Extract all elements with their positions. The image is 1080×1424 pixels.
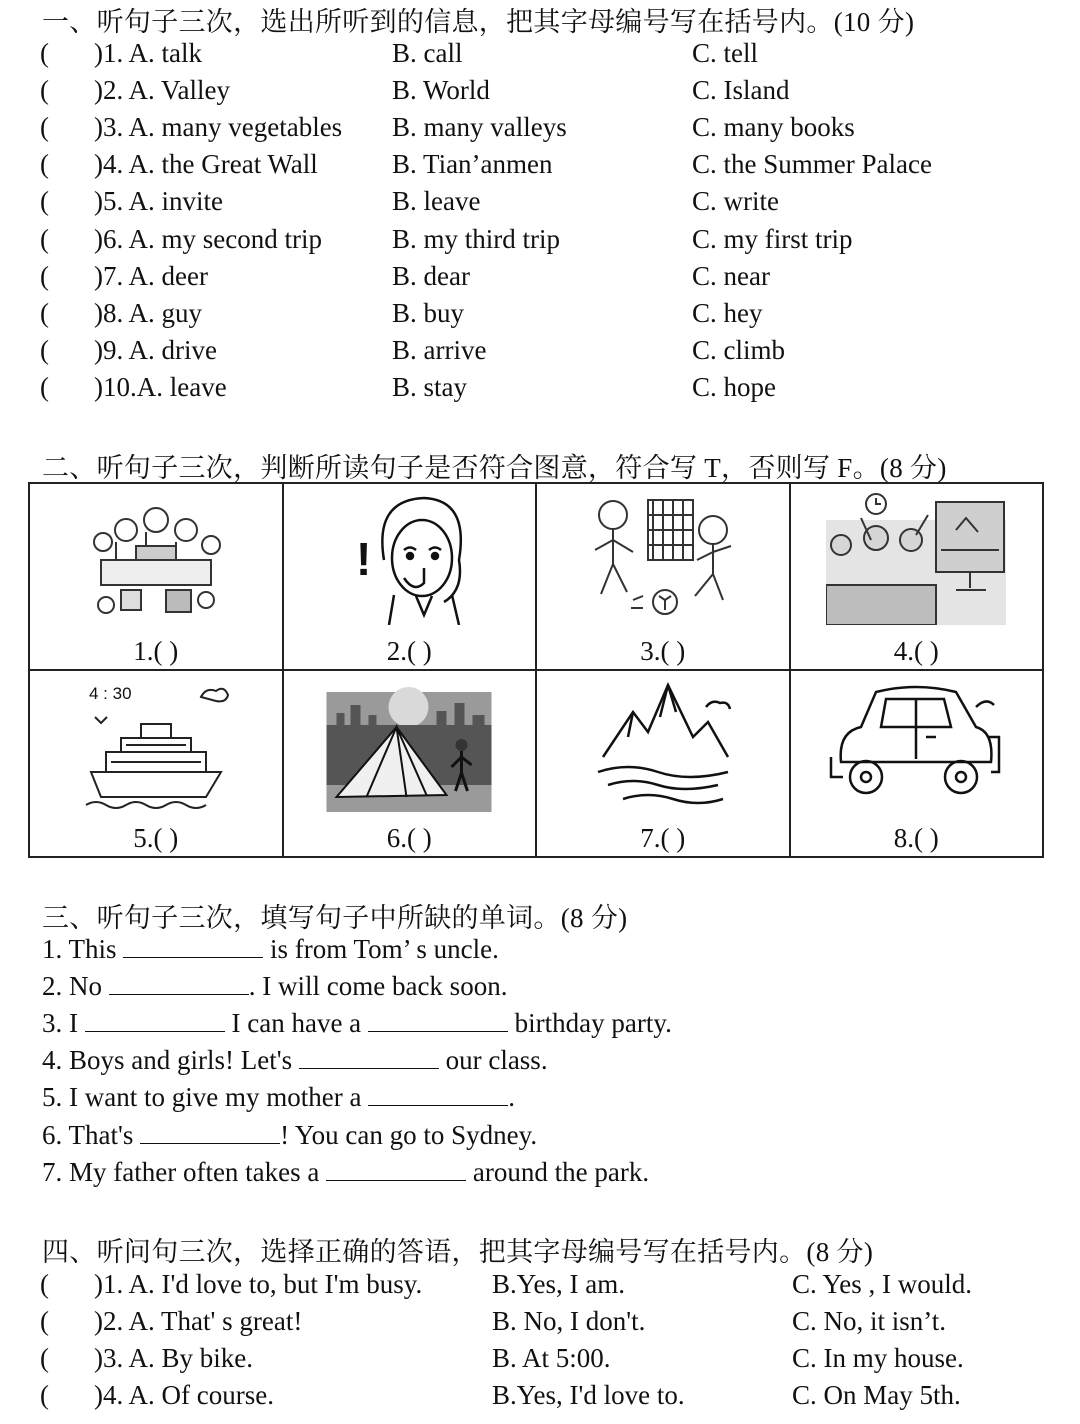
kids-playing-football-illustration: [573, 490, 753, 625]
fill-blank-line: 5. I want to give my mother a .: [42, 1082, 515, 1112]
answer-bracket[interactable]: (: [40, 1306, 49, 1336]
answer-bracket[interactable]: (: [40, 1380, 49, 1410]
answer-caption[interactable]: 8.( ): [893, 823, 939, 853]
section3-heading: 三、听句子三次，填写句子中所缺的单词。(8 分): [42, 903, 628, 933]
option-c: C. Yes , I would.: [792, 1269, 973, 1299]
blank-input[interactable]: [85, 1009, 225, 1032]
option-b: B. my third trip: [392, 224, 560, 254]
picture-cell-1: [29, 483, 283, 670]
option-a: )2. A. Valley: [94, 75, 230, 105]
option-b: B. many valleys: [392, 112, 567, 142]
answer-bracket[interactable]: (: [40, 75, 49, 105]
picture-cell-7: [536, 670, 790, 857]
question-row: [40, 38, 1040, 74]
section2-heading: 二、听句子三次，判断所读句子是否符合图意，符合写 T，否则写 F。(8 分): [42, 453, 947, 483]
option-c: C. many books: [692, 112, 855, 142]
question-row: [40, 112, 1040, 148]
option-b: B. buy: [392, 298, 465, 328]
answer-caption[interactable]: 1.( ): [133, 636, 179, 666]
option-b: B. Tian’anmen: [392, 149, 553, 179]
option-a: )7. A. deer: [94, 261, 208, 291]
option-a: )2. A. That' s great!: [94, 1306, 303, 1336]
picture-cell-5: [29, 670, 283, 857]
answer-bracket[interactable]: (: [40, 186, 49, 216]
surprised-girl-illustration: [334, 490, 484, 625]
question-row: [40, 224, 1040, 260]
picture-grid: [28, 482, 1044, 858]
answer-bracket[interactable]: (: [40, 112, 49, 142]
mountains-river-illustration: [588, 677, 738, 812]
fill-blank-line: 3. I I can have a birthday party.: [42, 1008, 672, 1038]
birthday-party-illustration: [81, 490, 231, 625]
option-c: C. tell: [692, 38, 758, 68]
option-c: C. my first trip: [692, 224, 853, 254]
car-illustration: [826, 677, 1006, 812]
question-row: [40, 261, 1040, 297]
answer-caption[interactable]: 3.( ): [640, 636, 686, 666]
blank-input[interactable]: [326, 1158, 466, 1181]
option-b: B.Yes, I'd love to.: [492, 1380, 685, 1410]
fill-blank-line: 2. No . I will come back soon.: [42, 971, 508, 1001]
option-a: )9. A. drive: [94, 335, 217, 365]
question-row: [40, 186, 1040, 222]
option-c: C. No, it isn’t.: [792, 1306, 947, 1336]
answer-caption[interactable]: 4.( ): [893, 636, 939, 666]
blank-input[interactable]: [368, 1083, 508, 1106]
answer-bracket[interactable]: (: [40, 1343, 49, 1373]
answer-caption[interactable]: 7.( ): [640, 823, 686, 853]
question-row: [40, 372, 1040, 408]
question-row: [40, 1380, 1040, 1416]
answer-bracket[interactable]: (: [40, 149, 49, 179]
section4-heading: 四、听问句三次，选择正确的答语，把其字母编号写在括号内。(8 分): [42, 1237, 874, 1267]
option-a: )1. A. talk: [94, 38, 202, 68]
answer-bracket[interactable]: (: [40, 298, 49, 328]
question-row: [40, 1269, 1040, 1305]
svg-text:!: !: [356, 533, 372, 585]
option-b: B. At 5:00.: [492, 1343, 611, 1373]
option-a: )3. A. By bike.: [94, 1343, 253, 1373]
option-c: C. write: [692, 186, 779, 216]
option-c: C. hey: [692, 298, 763, 328]
blank-input[interactable]: [123, 935, 263, 958]
option-c: C. On May 5th.: [792, 1380, 961, 1410]
option-a: )6. A. my second trip: [94, 224, 322, 254]
answer-bracket[interactable]: (: [40, 335, 49, 365]
option-c: C. In my house.: [792, 1343, 964, 1373]
cruise-ship-illustration: [81, 677, 231, 812]
clock-time-label: 4 : 30: [88, 684, 132, 703]
option-c: C. the Summer Palace: [692, 149, 932, 179]
option-b: B.Yes, I am.: [492, 1269, 626, 1299]
option-b: B. stay: [392, 372, 468, 402]
option-b: B. World: [392, 75, 490, 105]
picture-cell-4: [790, 483, 1044, 670]
answer-bracket[interactable]: (: [40, 261, 49, 291]
fill-blank-line: 6. That's ! You can go to Sydney.: [42, 1120, 538, 1150]
question-row: [40, 335, 1040, 371]
option-c: C. Island: [692, 75, 790, 105]
question-row: [40, 298, 1040, 334]
blank-input[interactable]: [299, 1046, 439, 1069]
answer-bracket[interactable]: (: [40, 224, 49, 254]
picture-cell-6: [283, 670, 537, 857]
answer-bracket[interactable]: (: [40, 372, 49, 402]
camping-tent-illustration: [327, 677, 492, 812]
option-a: )4. A. the Great Wall: [94, 149, 318, 179]
option-a: )1. A. I'd love to, but I'm busy.: [94, 1269, 423, 1299]
blank-input[interactable]: [368, 1009, 508, 1032]
option-b: B. leave: [392, 186, 481, 216]
question-row: [40, 149, 1040, 185]
picture-cell-3: [536, 483, 790, 670]
option-b: B. dear: [392, 261, 470, 291]
option-b: B. No, I don't.: [492, 1306, 646, 1336]
fill-blank-line: 7. My father often takes a around the park.: [42, 1157, 650, 1187]
option-c: C. hope: [692, 372, 776, 402]
fill-blank-line: 4. Boys and girls! Let's our class.: [42, 1045, 548, 1075]
question-row: [40, 75, 1040, 111]
option-a: )4. A. Of course.: [94, 1380, 274, 1410]
watching-tv-illustration: [826, 490, 1006, 625]
fill-blank-line: 1. This is from Tom’ s uncle.: [42, 934, 499, 964]
option-a: )10.A. leave: [94, 372, 227, 402]
question-row: [40, 1306, 1040, 1342]
answer-caption[interactable]: 5.( ): [133, 823, 179, 853]
picture-cell-8: [790, 670, 1044, 857]
blank-input[interactable]: [140, 1121, 280, 1144]
option-c: C. climb: [692, 335, 785, 365]
blank-input[interactable]: [109, 972, 249, 995]
option-b: B. call: [392, 38, 463, 68]
picture-cell-2: [283, 483, 537, 670]
option-c: C. near: [692, 261, 770, 291]
option-b: B. arrive: [392, 335, 487, 365]
option-a: )3. A. many vegetables: [94, 112, 343, 142]
section1-heading: 一、听句子三次，选出所听到的信息，把其字母编号写在括号内。(10 分): [42, 7, 915, 37]
answer-caption[interactable]: 6.( ): [386, 823, 432, 853]
option-a: )5. A. invite: [94, 186, 223, 216]
option-a: )8. A. guy: [94, 298, 202, 328]
question-row: [40, 1343, 1040, 1379]
answer-bracket[interactable]: (: [40, 38, 49, 68]
answer-bracket[interactable]: (: [40, 1269, 49, 1299]
answer-caption[interactable]: 2.( ): [386, 636, 432, 666]
